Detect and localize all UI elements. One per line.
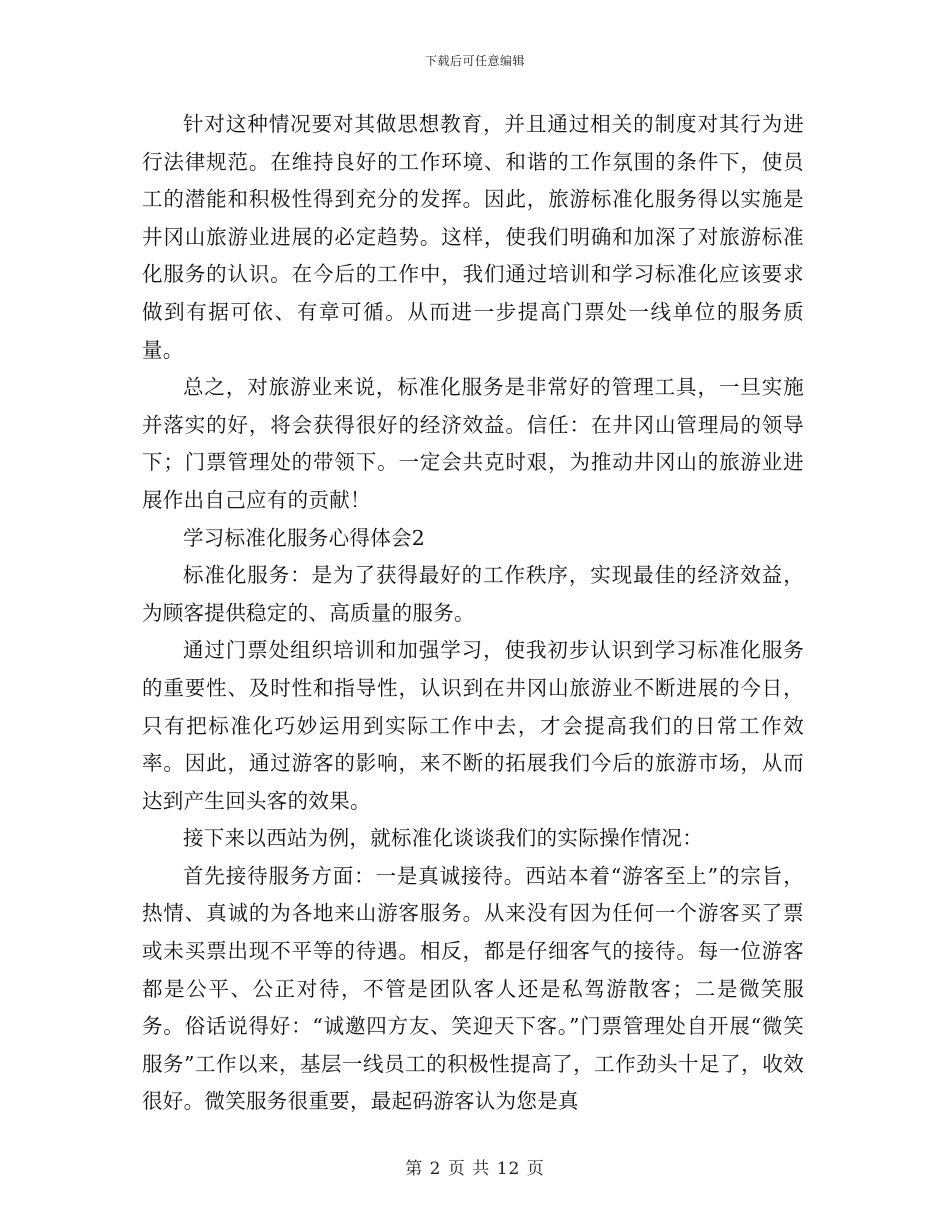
paragraph: 标准化服务：是为了获得最好的工作秩序，实现最佳的经济效益，为顾客提供稳定的、高质量的服务。 xyxy=(142,563,804,625)
document-body xyxy=(142,106,804,1121)
page-number: 第 2 页 共 12 页 xyxy=(405,1159,545,1179)
section-heading: 学习标准化服务心得体会2 xyxy=(183,525,426,550)
paragraph: 接下来以西站为例，就标准化谈谈我们的实际操作情况： xyxy=(183,826,703,851)
paragraph: 针对这种情况要对其做思想教育，并且通过相关的制度对其行为进行法律规范。在维持良好的工作环境、和谐的工作氛围的条件下，使员工的潜能和积极性得到充分的发挥。因此，旅游标准化服务得以实施是井冈山旅游业进展的必定趋势。这样，使我们明确和加深了对旅游标准化服务的认识。在今后的工作中，我们通过培训和学习标准化应该要求做到有据可依、有章可循。从而进一步提高门票处一线单位的服务质量。 xyxy=(142,112,804,362)
paragraph: 总之，对旅游业来说，标准化服务是非常好的管理工具，一旦实施并落实的好，将会获得很好的经济效益。信任：在井冈山管理局的领导下；门票管理处的带领下。一定会共克时艰，为推动井冈山的旅游业进展作出自己应有的贡献！ xyxy=(142,375,804,512)
header-note: 下载后可任意编辑 xyxy=(424,54,525,68)
paragraph: 首先接待服务方面：一是真诚接待。西站本着“游客至上”的宗旨，热情、真诚的为各地来山游客服务。从来没有因为任何一个游客买了票或未买票出现不平等的待遇。相反，都是仔细客气的接待。每一位游客都是公平、公正对待，不管是团队客人还是私驾游散客；二是微笑服务。俗话说得好：“诚邀四方友、笑迎天下客。”门票管理处自开展“微笑服务”工作以来，基层一线员工的积极性提高了，工作劲头十足了，收效很好。微笑服务很重要，最起码游客认为您是真 xyxy=(142,863,804,1114)
paragraph: 通过门票处组织培训和加强学习，使我初步认识到学习标准化服务的重要性、及时性和指导性，认识到在井冈山旅游业不断进展的今日，只有把标准化巧妙运用到实际工作中去，才会提高我们的日常工作效率。因此，通过游客的影响，来不断的拓展我们今后的旅游市场，从而达到产生回头客的效果。 xyxy=(142,638,804,813)
